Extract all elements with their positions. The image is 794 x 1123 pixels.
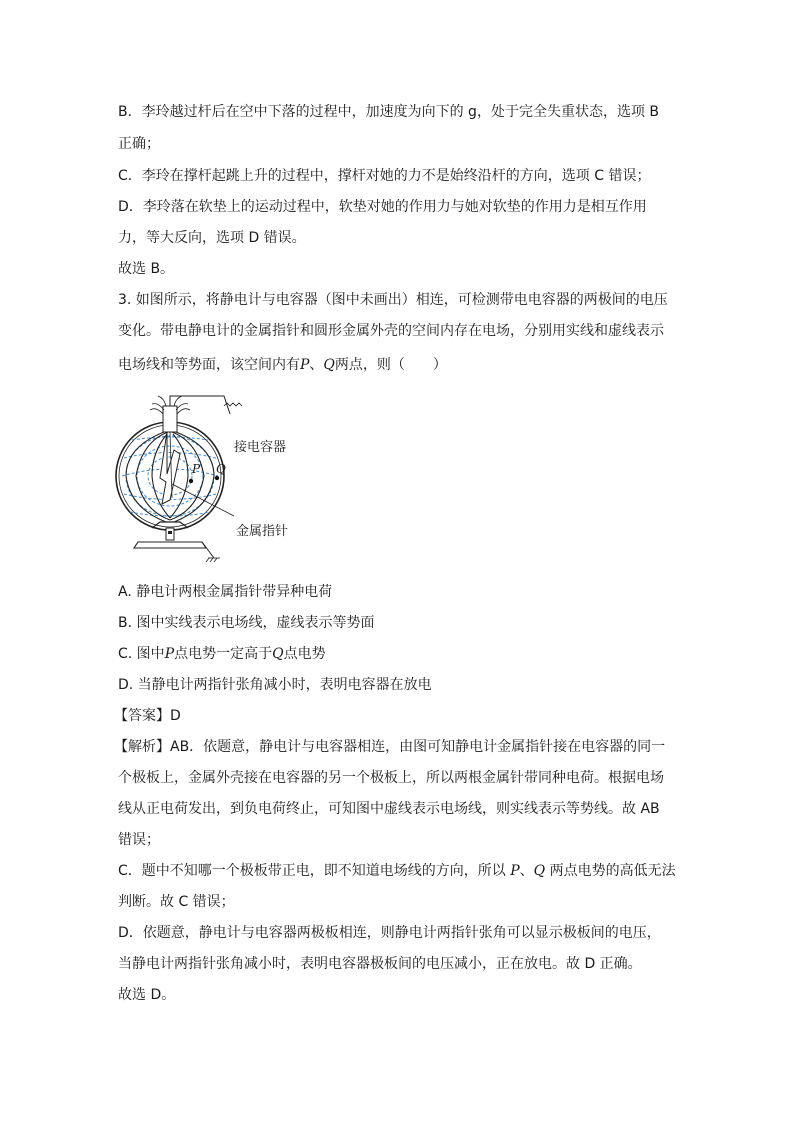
point-p-label: P [300, 357, 310, 373]
option-c: C. 图中P点电势一定高于Q点电势 [118, 646, 326, 662]
prev-option-d-line1: D．李玲落在软垫上的运动过程中，软垫对她的作用力与她对软垫的作用力是相互作用 [118, 199, 647, 215]
option-a: A. 静电计两根金属指针带异种电荷 [118, 584, 333, 600]
question-line2: 变化。带电静电计的金属指针和圆形金属外壳的空间内存在电场，分别用实线和虚线表示 [118, 323, 664, 339]
figure-point-p: P [192, 462, 201, 476]
option-d: D. 当静电计两指针张角减小时，表明电容器在放电 [118, 677, 432, 693]
analysis-line2: 个极板上，金属外壳接在电容器的另一个极板上，所以两根金属针带同种电荷。根据电场 [118, 770, 664, 786]
prev-option-d-line2: 力，等大反向，选项 D 错误。 [118, 230, 306, 246]
option-c-p: P [164, 646, 175, 662]
analysis-line3: 线从正电荷发出，到负电荷终止，可知图中虚线表示电场线，则实线表示等势线。故 AB [118, 801, 660, 817]
analysis-line5: C．题中不知哪一个极板带正电，即不知道电场线的方向，所以 P、Q 两点电势的高低无法 [118, 863, 676, 879]
point-q-label: Q [323, 357, 335, 373]
label-needle: 金属指针 [236, 524, 289, 539]
answer-value: D [170, 708, 181, 724]
option-c-q: Q [272, 646, 284, 662]
electroscope-diagram [112, 392, 332, 564]
question-line3: 电场线和等势面，该空间内有P、Q两点，则（ ） [118, 357, 447, 373]
answer [114, 706, 181, 726]
analysis-line4: 错误； [118, 832, 160, 848]
prev-option-c-line: C．李玲在撑杆起跳上升的过程中，撑杆对她的力不是始终沿杆的方向，选项 C 错误； [118, 168, 651, 184]
analysis-line1: 【解析】AB．依题意，静电计与电容器相连，由图可知静电计金属指针接在电容器的同一 [114, 739, 666, 755]
analysis-line9: 故选 D。 [118, 987, 176, 1003]
answer-label: 【答案】 [114, 708, 170, 724]
analysis-line8: 当静电计两指针张角减小时，表明电容器极板间的电压减小，正在放电。故 D 正确。 [118, 956, 642, 972]
label-capacitor: 接电容器 [234, 440, 287, 455]
analysis-line7: D．依题意，静电计与电容器两极板相连，则静电计两指针张角可以显示极板间的电压， [118, 925, 661, 941]
option-b: B. 图中实线表示电场线，虚线表示等势面 [118, 615, 375, 631]
figure-point-q: Q [216, 462, 226, 476]
electroscope-figure [112, 392, 332, 564]
question-line1: 3. 如图所示，将静电计与电容器（图中未画出）相连，可检测带电电容器的两极间的电压 [118, 292, 668, 308]
analysis-line6: 判断。故 C 错误； [118, 894, 235, 910]
prev-choose: 故选 B。 [118, 261, 175, 277]
analysis-label: 【解析】 [114, 739, 170, 755]
prev-option-b-line1: B．李玲越过杆后在空中下落的过程中，加速度为向下的 g，处于完全失重状态，选项 B [118, 104, 659, 120]
prev-option-b-line2: 正确； [118, 136, 160, 152]
